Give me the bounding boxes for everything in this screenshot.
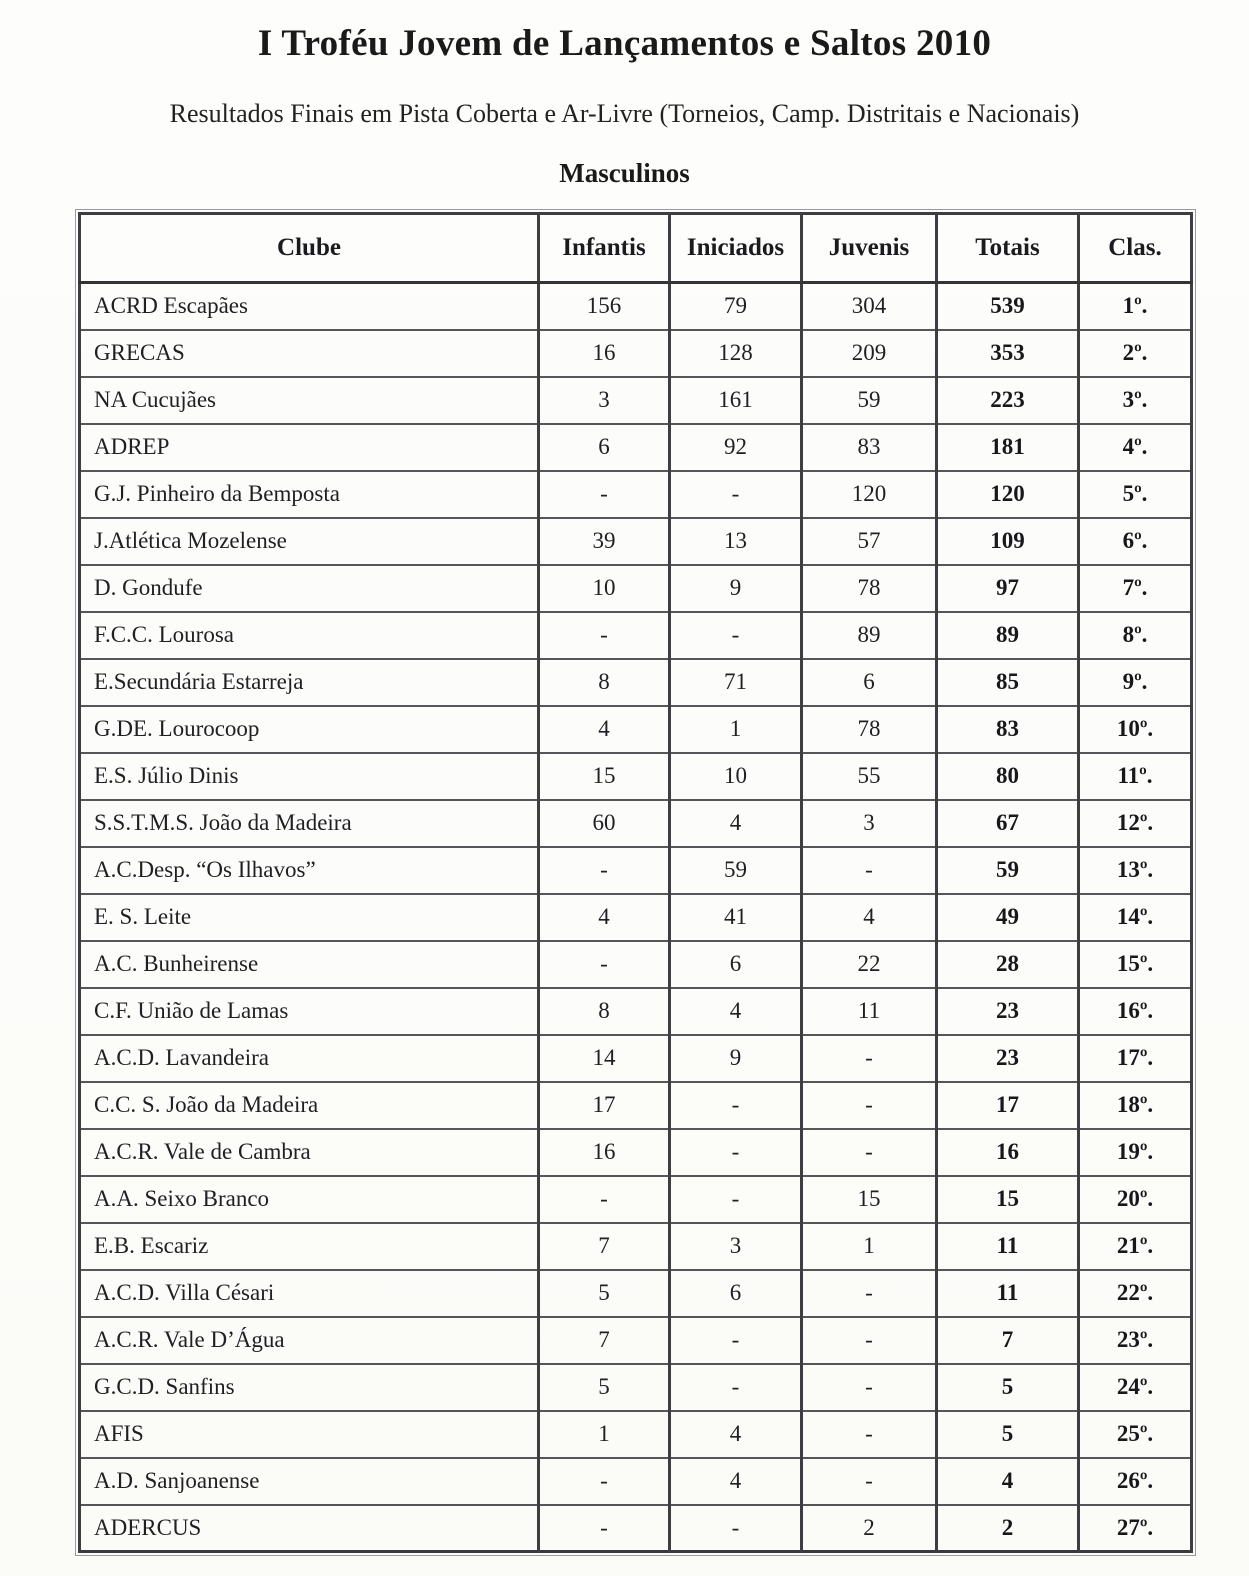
cell-infantis: 16	[539, 1129, 670, 1176]
table-row	[80, 894, 1192, 941]
cell-juvenis: 120	[802, 471, 937, 518]
cell-iniciados: -	[670, 1364, 802, 1411]
cell-iniciados: 4	[670, 988, 802, 1035]
cell-infantis: 7	[539, 1223, 670, 1270]
cell-infantis: 6	[539, 424, 670, 471]
cell-clas: 9º.	[1079, 659, 1192, 706]
cell-clube: G.J. Pinheiro da Bemposta	[80, 471, 539, 518]
cell-juvenis: 59	[802, 377, 937, 424]
cell-totais: 353	[937, 330, 1079, 377]
table-row	[80, 1176, 1192, 1223]
table-row	[80, 283, 1192, 330]
cell-juvenis: 89	[802, 612, 937, 659]
cell-clas: 14º.	[1079, 894, 1192, 941]
cell-infantis: 39	[539, 518, 670, 565]
cell-clube: A.C.R. Vale D’Água	[80, 1317, 539, 1364]
table-row	[80, 612, 1192, 659]
cell-clas: 8º.	[1079, 612, 1192, 659]
cell-totais: 23	[937, 988, 1079, 1035]
column-header-totais: Totais	[937, 214, 1079, 283]
cell-totais: 11	[937, 1270, 1079, 1317]
cell-totais: 80	[937, 753, 1079, 800]
cell-infantis: 15	[539, 753, 670, 800]
cell-juvenis: 57	[802, 518, 937, 565]
cell-clube: A.C.R. Vale de Cambra	[80, 1129, 539, 1176]
cell-clube: A.C.D. Villa Césari	[80, 1270, 539, 1317]
table-row	[80, 941, 1192, 988]
column-header-clube: Clube	[80, 214, 539, 283]
cell-iniciados: 3	[670, 1223, 802, 1270]
cell-totais: 28	[937, 941, 1079, 988]
cell-iniciados: 59	[670, 847, 802, 894]
cell-clube: AFIS	[80, 1411, 539, 1458]
cell-clas: 21º.	[1079, 1223, 1192, 1270]
cell-juvenis: 11	[802, 988, 937, 1035]
cell-clas: 19º.	[1079, 1129, 1192, 1176]
cell-juvenis: 15	[802, 1176, 937, 1223]
cell-iniciados: 92	[670, 424, 802, 471]
table-row	[80, 1129, 1192, 1176]
cell-clas: 12º.	[1079, 800, 1192, 847]
table-row	[80, 988, 1192, 1035]
cell-totais: 67	[937, 800, 1079, 847]
cell-juvenis: 78	[802, 565, 937, 612]
cell-totais: 49	[937, 894, 1079, 941]
cell-juvenis: 2	[802, 1505, 937, 1552]
cell-juvenis: 6	[802, 659, 937, 706]
cell-totais: 23	[937, 1035, 1079, 1082]
cell-clas: 23º.	[1079, 1317, 1192, 1364]
cell-clube: A.A. Seixo Branco	[80, 1176, 539, 1223]
cell-iniciados: -	[670, 612, 802, 659]
cell-iniciados: 9	[670, 565, 802, 612]
cell-clube: A.C.Desp. “Os Ilhavos”	[80, 847, 539, 894]
cell-clube: GRECAS	[80, 330, 539, 377]
cell-clube: ADREP	[80, 424, 539, 471]
cell-totais: 7	[937, 1317, 1079, 1364]
cell-totais: 539	[937, 283, 1079, 330]
cell-infantis: -	[539, 941, 670, 988]
table-row	[80, 847, 1192, 894]
cell-iniciados: 161	[670, 377, 802, 424]
cell-clube: E.S. Júlio Dinis	[80, 753, 539, 800]
table-row	[80, 753, 1192, 800]
cell-clas: 5º.	[1079, 471, 1192, 518]
table-row	[80, 377, 1192, 424]
cell-clas: 1º.	[1079, 283, 1192, 330]
cell-clube: C.F. União de Lamas	[80, 988, 539, 1035]
column-header-clas: Clas.	[1079, 214, 1192, 283]
cell-juvenis: 83	[802, 424, 937, 471]
cell-iniciados: -	[670, 1082, 802, 1129]
table-row	[80, 1082, 1192, 1129]
cell-clas: 4º.	[1079, 424, 1192, 471]
cell-juvenis: 22	[802, 941, 937, 988]
cell-clube: E.Secundária Estarreja	[80, 659, 539, 706]
cell-clas: 13º.	[1079, 847, 1192, 894]
cell-clas: 26º.	[1079, 1458, 1192, 1505]
table-row	[80, 424, 1192, 471]
cell-juvenis: -	[802, 1364, 937, 1411]
cell-totais: 17	[937, 1082, 1079, 1129]
column-header-iniciados: Iniciados	[670, 214, 802, 283]
section-heading-masculinos: Masculinos	[559, 158, 690, 188]
cell-iniciados: 9	[670, 1035, 802, 1082]
cell-clube: A.C.D. Lavandeira	[80, 1035, 539, 1082]
cell-iniciados: 1	[670, 706, 802, 753]
table-row	[80, 330, 1192, 377]
cell-infantis: 1	[539, 1411, 670, 1458]
cell-juvenis: -	[802, 1317, 937, 1364]
table-row	[80, 1270, 1192, 1317]
cell-clube: A.D. Sanjoanense	[80, 1458, 539, 1505]
cell-totais: 85	[937, 659, 1079, 706]
cell-clas: 6º.	[1079, 518, 1192, 565]
cell-totais: 2	[937, 1505, 1079, 1552]
cell-totais: 59	[937, 847, 1079, 894]
cell-juvenis: -	[802, 1270, 937, 1317]
cell-totais: 89	[937, 612, 1079, 659]
table-row	[80, 518, 1192, 565]
cell-infantis: 4	[539, 894, 670, 941]
cell-clas: 24º.	[1079, 1364, 1192, 1411]
cell-clube: G.DE. Lourocoop	[80, 706, 539, 753]
cell-iniciados: 6	[670, 1270, 802, 1317]
cell-clas: 7º.	[1079, 565, 1192, 612]
cell-clas: 17º.	[1079, 1035, 1192, 1082]
cell-iniciados: -	[670, 1129, 802, 1176]
cell-clube: F.C.C. Lourosa	[80, 612, 539, 659]
cell-juvenis: 4	[802, 894, 937, 941]
cell-clas: 16º.	[1079, 988, 1192, 1035]
cell-clube: ADERCUS	[80, 1505, 539, 1552]
table-row	[80, 1035, 1192, 1082]
cell-iniciados: 4	[670, 1458, 802, 1505]
column-header-infantis: Infantis	[539, 214, 670, 283]
cell-clas: 3º.	[1079, 377, 1192, 424]
cell-iniciados: -	[670, 1317, 802, 1364]
cell-infantis: 10	[539, 565, 670, 612]
cell-infantis: 156	[539, 283, 670, 330]
cell-infantis: -	[539, 1458, 670, 1505]
cell-infantis: -	[539, 612, 670, 659]
cell-clube: ACRD Escapães	[80, 283, 539, 330]
cell-iniciados: 4	[670, 1411, 802, 1458]
cell-totais: 5	[937, 1364, 1079, 1411]
cell-totais: 223	[937, 377, 1079, 424]
cell-infantis: 16	[539, 330, 670, 377]
table-body	[80, 283, 1192, 1552]
cell-clube: D. Gondufe	[80, 565, 539, 612]
cell-juvenis: 304	[802, 283, 937, 330]
cell-juvenis: 55	[802, 753, 937, 800]
cell-clube: G.C.D. Sanfins	[80, 1364, 539, 1411]
cell-infantis: 8	[539, 659, 670, 706]
table-row	[80, 1223, 1192, 1270]
cell-clube: E.B. Escariz	[80, 1223, 539, 1270]
cell-clas: 10º.	[1079, 706, 1192, 753]
cell-infantis: 8	[539, 988, 670, 1035]
cell-clas: 27º.	[1079, 1505, 1192, 1552]
cell-iniciados: -	[670, 1176, 802, 1223]
cell-iniciados: 10	[670, 753, 802, 800]
table-row	[80, 471, 1192, 518]
cell-clube: A.C. Bunheirense	[80, 941, 539, 988]
cell-iniciados: 128	[670, 330, 802, 377]
page-subtitle: Resultados Finais em Pista Coberta e Ar-Livre (Torneios, Camp. Distritais e Nacionais)	[169, 99, 1080, 128]
cell-juvenis: 209	[802, 330, 937, 377]
cell-infantis: 4	[539, 706, 670, 753]
cell-iniciados: -	[670, 1505, 802, 1552]
cell-infantis: -	[539, 1176, 670, 1223]
cell-clas: 20º.	[1079, 1176, 1192, 1223]
cell-infantis: 7	[539, 1317, 670, 1364]
table-row	[80, 1364, 1192, 1411]
cell-totais: 120	[937, 471, 1079, 518]
cell-clube: C.C. S. João da Madeira	[80, 1082, 539, 1129]
cell-clube: J.Atlética Mozelense	[80, 518, 539, 565]
cell-iniciados: -	[670, 471, 802, 518]
cell-juvenis: 1	[802, 1223, 937, 1270]
table-row	[80, 565, 1192, 612]
cell-clube: E. S. Leite	[80, 894, 539, 941]
cell-juvenis: 3	[802, 800, 937, 847]
cell-iniciados: 41	[670, 894, 802, 941]
cell-juvenis: -	[802, 1035, 937, 1082]
cell-clas: 22º.	[1079, 1270, 1192, 1317]
cell-totais: 4	[937, 1458, 1079, 1505]
cell-juvenis: -	[802, 1411, 937, 1458]
cell-infantis: -	[539, 1505, 670, 1552]
cell-iniciados: 79	[670, 283, 802, 330]
table-row	[80, 706, 1192, 753]
cell-totais: 109	[937, 518, 1079, 565]
results-table	[78, 212, 1193, 1553]
cell-totais: 97	[937, 565, 1079, 612]
cell-juvenis: -	[802, 1458, 937, 1505]
cell-infantis: 5	[539, 1270, 670, 1317]
table-header	[80, 214, 1192, 283]
cell-infantis: 5	[539, 1364, 670, 1411]
cell-totais: 11	[937, 1223, 1079, 1270]
cell-clube: NA Cucujães	[80, 377, 539, 424]
cell-infantis: 3	[539, 377, 670, 424]
table-row	[80, 1458, 1192, 1505]
cell-infantis: 60	[539, 800, 670, 847]
cell-clas: 18º.	[1079, 1082, 1192, 1129]
cell-totais: 5	[937, 1411, 1079, 1458]
cell-clas: 2º.	[1079, 330, 1192, 377]
column-header-juvenis: Juvenis	[802, 214, 937, 283]
cell-totais: 181	[937, 424, 1079, 471]
cell-infantis: -	[539, 847, 670, 894]
cell-juvenis: 78	[802, 706, 937, 753]
table-row	[80, 1505, 1192, 1552]
header-row	[80, 214, 1192, 283]
cell-juvenis: -	[802, 1082, 937, 1129]
cell-clas: 15º.	[1079, 941, 1192, 988]
cell-infantis: -	[539, 471, 670, 518]
cell-juvenis: -	[802, 1129, 937, 1176]
cell-iniciados: 71	[670, 659, 802, 706]
table-row	[80, 1317, 1192, 1364]
cell-totais: 16	[937, 1129, 1079, 1176]
cell-totais: 83	[937, 706, 1079, 753]
cell-clube: S.S.T.M.S. João da Madeira	[80, 800, 539, 847]
table-row	[80, 1411, 1192, 1458]
page-title: I Troféu Jovem de Lançamentos e Saltos 2010	[257, 23, 992, 64]
cell-iniciados: 13	[670, 518, 802, 565]
cell-juvenis: -	[802, 847, 937, 894]
cell-infantis: 17	[539, 1082, 670, 1129]
cell-totais: 15	[937, 1176, 1079, 1223]
cell-clas: 11º.	[1079, 753, 1192, 800]
cell-iniciados: 4	[670, 800, 802, 847]
table-row	[80, 800, 1192, 847]
cell-clas: 25º.	[1079, 1411, 1192, 1458]
cell-iniciados: 6	[670, 941, 802, 988]
cell-infantis: 14	[539, 1035, 670, 1082]
table-row	[80, 659, 1192, 706]
